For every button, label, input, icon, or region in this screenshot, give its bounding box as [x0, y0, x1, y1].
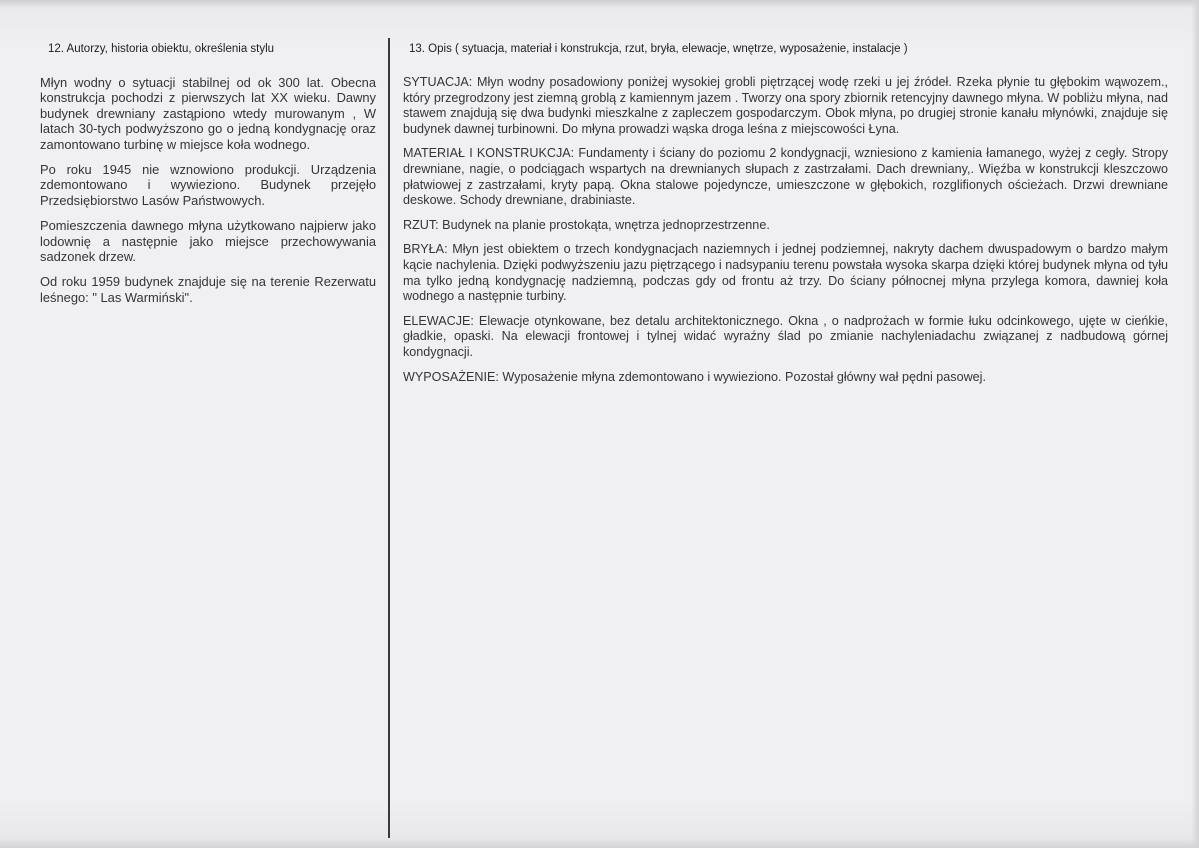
history-paragraph: Pomieszczenia dawnego młyna użytkowano najpierw jako lodownię a następnie jako miejsce przechowywania sadzonek drzew. [40, 218, 376, 265]
history-paragraph: Od roku 1959 budynek znajduje się na terenie Rezerwatu leśnego: " Las Warmiński". [40, 274, 376, 305]
section-history [40, 40, 376, 315]
page-edge-right [1191, 0, 1199, 848]
description-paragraph-situation: SYTUACJA: Młyn wodny posadowiony poniżej wysokiej grobli piętrzącej wodę rzeki u jej źródeł. Rzeka płynie tu głębokim wąwozem., który przegrodzony jest ziemną groblą z kamiennym jazem . Tworzy ona spory zbiornik retencyjny dawnego młyna. W pobliżu młyna, nad stawem znajdują się dwa budynki mieszkalne z zapleczem gospodarczym. Obok młyna, po drugiej stronie kanału młynówki, znajduje się budynek dawnej turbinowni. Do młyna prowadzi wąska droga leśna z miejscowości Łyna. [403, 75, 1168, 136]
section-description [403, 40, 1168, 394]
history-paragraph: Młyn wodny o sytuacji stabilnej od ok 300 lat. Obecna konstrukcja pochodzi z pierwszych lat XX wieku. Dawny budynek drewniany zastąpiono wtedy murowanym , W latach 30-tych podwyższono go o jedną kondygnację oraz zamontowano turbinę w miejsce koła wodnego. [40, 75, 376, 152]
section-description-heading: 13. Opis ( sytuacja, materiał i konstrukcja, rzut, bryła, elewacje, wnętrze, wyposażenie, instalacje ) [409, 43, 908, 55]
description-paragraph-material: MATERIAŁ I KONSTRUKCJA: Fundamenty i ściany do poziomu 2 kondygnacji, wzniesiono z kamienia łamanego, wyżej z cegły. Stropy drewniane, nagie, o podciągach wspartych na drewnianych słupach z zastrzałami. Dach drewniany,. Więźba w konstrukcji kleszczowo płatwiowej z zastrzałami, kryty papą. Okna stalowe pojedyncze, umieszczone w głębokich, rozglifionych ościeżach. Drzwi drewniane deskowe. Schody drewniane, drabiniaste. [403, 146, 1168, 208]
page-edge-bottom [0, 838, 1199, 848]
section-history-heading: 12. Autorzy, historia obiektu, określenia stylu [48, 43, 275, 55]
page-edge-top [0, 0, 1199, 8]
column-divider [388, 38, 390, 838]
description-paragraph-elevations: ELEWACJE: Elewacje otynkowane, bez detalu architektonicznego. Okna , o nadprożach w formie łuku odcinkowego, ujęte w cieńkie, gładkie, opaski. Na elewacji frontowej i tylnej widać wyraźny ślad po zmianie nachyleniadachu związanej z nadbudową górnej kondygnacji. [403, 313, 1168, 359]
description-paragraph-massing: BRYŁA: Młyn jest obiektem o trzech kondygnacjach naziemnych i jednej podziemnej, nakryty dachem dwuspadowym o bardzo małym kącie nachylenia. Dzięki podwyższeniu jazu piętrzącego i nadsypaniu terenu powstała wysoka skarpa dzięki której budynek młyna od tyłu ma tylko jedną kondygnację nadziemną, podczas gdy od frontu aż trzy. Do ściany północnej młyna przylega komora, dawniej koła wodnego a następnie turbiny. [403, 242, 1168, 304]
history-paragraph: Po roku 1945 nie wznowiono produkcji. Urządzenia zdemontowano i wywieziono. Budynek przejęło Przedsiębiorstwo Lasów Państwowych. [40, 162, 376, 208]
description-paragraph-plan: RZUT: Budynek na planie prostokąta, wnętrza jednoprzestrzenne. [403, 217, 770, 232]
description-paragraph-equipment: WYPOSAŻENIE: Wyposażenie młyna zdemontowano i wywieziono. Pozostał główny wał pędni pasowej. [403, 369, 986, 384]
